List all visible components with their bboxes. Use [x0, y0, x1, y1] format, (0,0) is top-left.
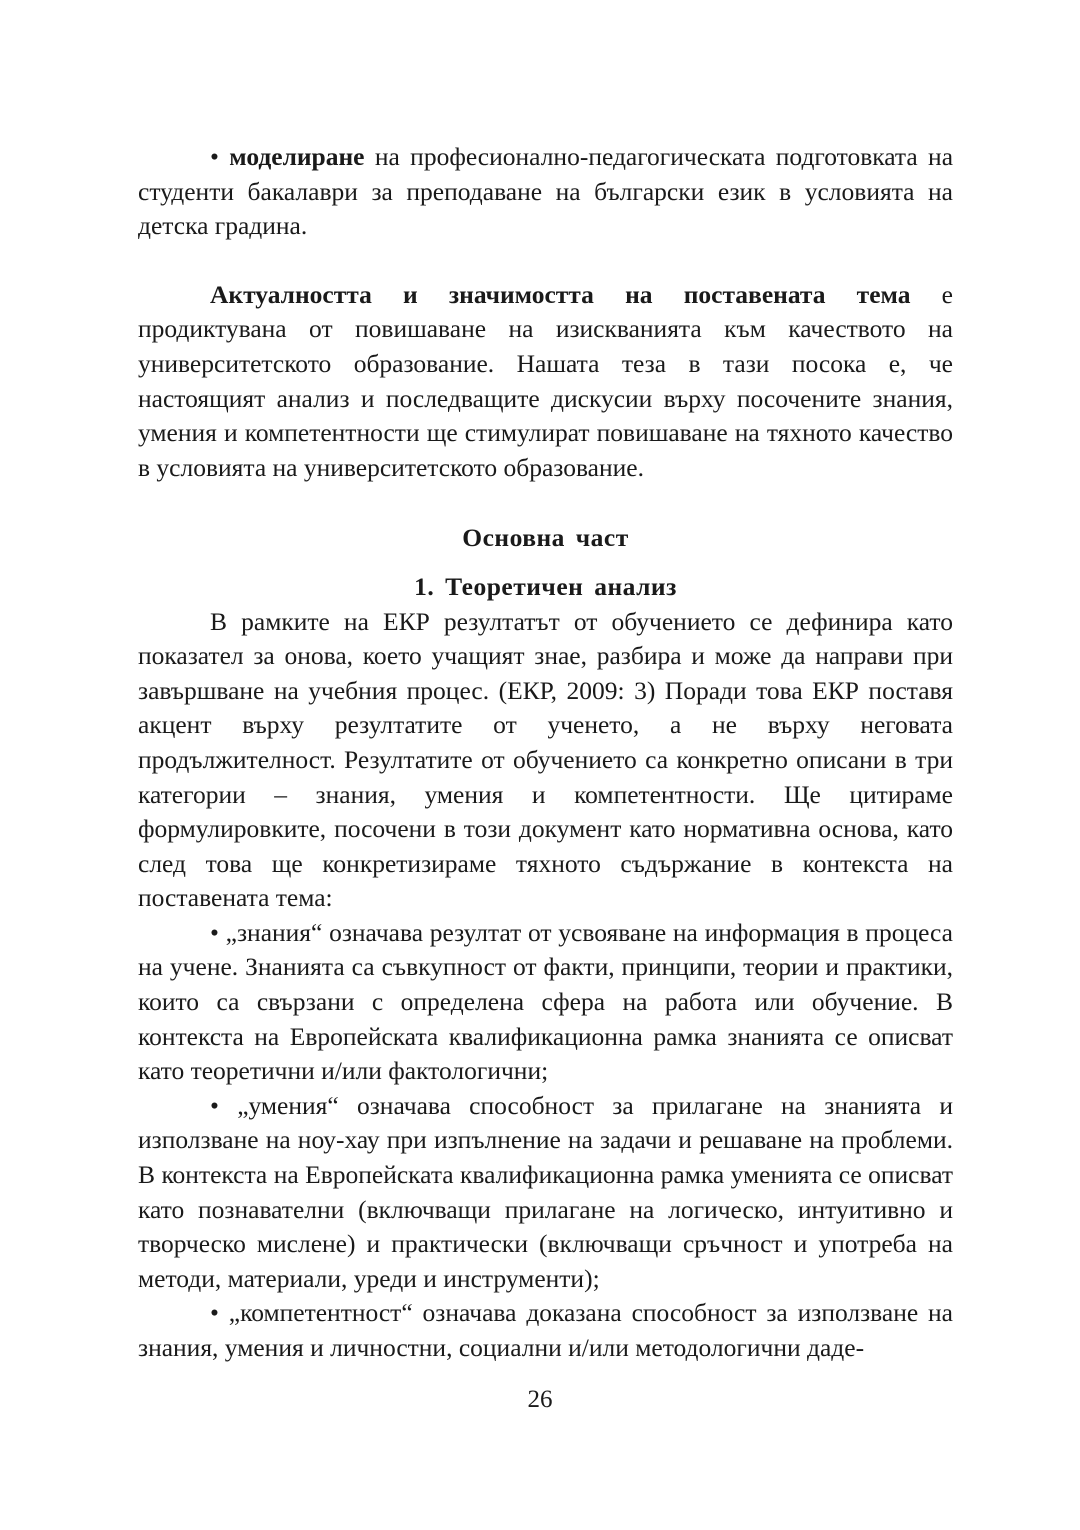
bullet-marker: • [210, 1298, 219, 1328]
body-paragraph: В рамките на ЕКР резултатът от обучението се дефинира като показател за онова, което учащият знае, разбира и може да направи при завършване на учебния процес. (ЕКР, 2009: 3) Поради това ЕКР поставя акцент върху резултатите от ученето, а не върху неговата продължителност. Резултатите от обучението са конкретно описани в три категории – знания, умения и компетентности. Ще цитираме формулировките, посочени в този документ като нормативна основа, като след това ще конкретизираме тяхното съдържание в контекста на поставената тема: [138, 606, 953, 913]
paragraph-text: „знания“ означава резултат от усвояване на информация в процеса на учене. Знанията са съвкупност от факти, принципи, теории и практики, които са свързани с определена сфера на работа или обучение. В контекста на Европейската квалификационна рамка знанията се описват като теоретични и/или фактологични; [138, 917, 953, 1086]
bullet-marker: • [210, 917, 219, 947]
definition-competence [138, 1296, 953, 1365]
intro-bullet-paragraph [138, 140, 953, 244]
bold-term: моделиране [229, 142, 365, 171]
bold-term: Актуалността и значимостта на поставената тема [210, 279, 911, 309]
definition-knowledge [138, 916, 953, 1089]
subsection-title: 1. Теоретичен анализ [414, 571, 677, 601]
paragraph-text: е продиктувана от повишаване на изискванията към качеството на университетското образование. Нашата теза в тази посока е, че настоящият анализ и последващите дискусии върху посочените знания, умения и компетентности ще стимулират повишаване на тяхното качество в условията на университетското образование. [138, 279, 953, 482]
page-number: 26 [527, 1386, 553, 1413]
page-content [138, 140, 953, 1366]
bullet-marker: • [210, 1090, 219, 1120]
paragraph-text: на професионално-педагогическата подготовката на студенти бакалаври за преподаване на български език в условията на детска градина. [138, 142, 954, 241]
paragraph-text: „умения“ означава способност за прилагане на знанията и използване на ноу-хау при изпълнение на задачи и решаване на проблеми. В контекста на Европейската квалификационна рамка уменията се описват като познавателни (включващи прилагане на логическо, интуитивно и творческо мислене) и практически (включващи сръчност и употреба на методи, материали, уреди и инструменти); [138, 1090, 953, 1293]
section-title: Основна част [462, 523, 629, 553]
relevance-paragraph [138, 278, 953, 486]
bullet-marker: • [210, 142, 219, 171]
paragraph-text: „компетентност“ означава доказана способност за използване на знания, умения и личностни, социални и/или методологични даде- [138, 1298, 953, 1362]
definition-skills [138, 1089, 953, 1297]
